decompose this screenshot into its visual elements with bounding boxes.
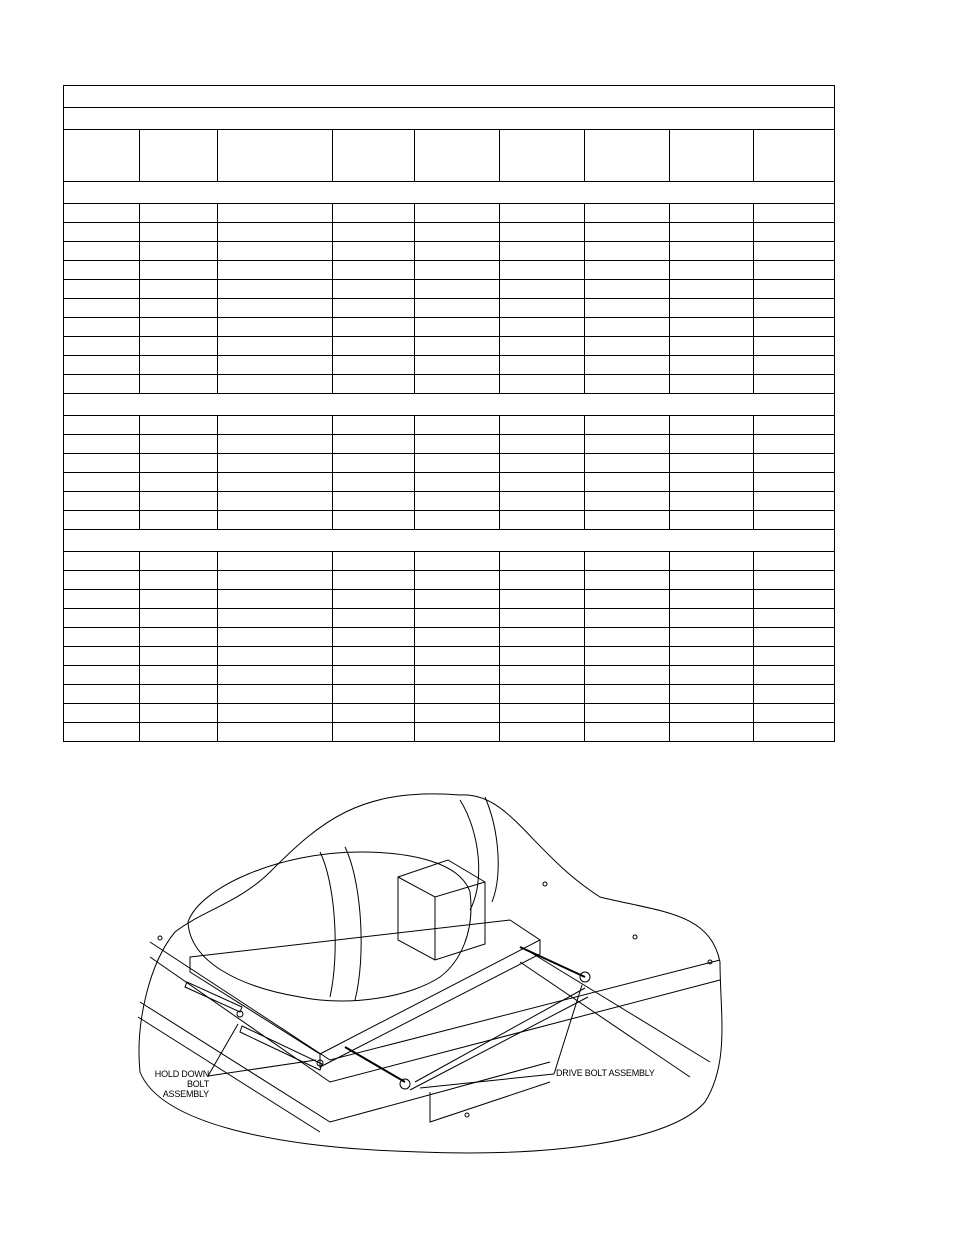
table-cell: [218, 204, 333, 223]
table-cell: [670, 704, 754, 723]
table-cell: [754, 704, 835, 723]
table-cell: [754, 723, 835, 742]
table-cell: [140, 223, 218, 242]
table-row: [64, 435, 835, 454]
table-cell: [585, 552, 670, 571]
table-cell: [333, 590, 415, 609]
table-cell: [670, 356, 754, 375]
table-row: [64, 704, 835, 723]
table-cell: [64, 204, 140, 223]
table-cell: [333, 685, 415, 704]
drive-bolt-callout: DRIVE BOLT ASSEMBLY: [556, 1068, 655, 1078]
table-cell: [670, 242, 754, 261]
table-cell: [218, 337, 333, 356]
motor-box: [398, 860, 485, 960]
column-header: [670, 130, 754, 182]
table-cell: [140, 666, 218, 685]
blower-motor-mount-illustration: [130, 792, 730, 1157]
table-cell: [500, 666, 585, 685]
table-row: [64, 337, 835, 356]
table-cell: [333, 337, 415, 356]
hold-down-bolt-callout: [143, 1069, 209, 1099]
table-cell: [333, 435, 415, 454]
table-cell: [333, 609, 415, 628]
table-cell: [415, 416, 500, 435]
table-cell: [754, 511, 835, 530]
table-cell: [500, 337, 585, 356]
table-cell: [64, 492, 140, 511]
table-cell: [333, 318, 415, 337]
table-cell: [218, 647, 333, 666]
table-cell: [415, 704, 500, 723]
table-cell: [585, 511, 670, 530]
table-cell: [415, 552, 500, 571]
table-cell: [754, 435, 835, 454]
table-cell: [415, 454, 500, 473]
table-cell: [500, 628, 585, 647]
table-cell: [333, 473, 415, 492]
column-header: [218, 130, 333, 182]
section-label: [64, 530, 835, 552]
section-row: [64, 530, 835, 552]
table-cell: [333, 356, 415, 375]
table-cell: [585, 261, 670, 280]
table-cell: [140, 473, 218, 492]
table-row: [64, 280, 835, 299]
table-cell: [500, 416, 585, 435]
table-cell: [140, 628, 218, 647]
table-cell: [670, 647, 754, 666]
table-cell: [500, 511, 585, 530]
table-cell: [333, 628, 415, 647]
column-header: [64, 130, 140, 182]
table-cell: [140, 356, 218, 375]
table-cell: [500, 609, 585, 628]
table-row: [64, 473, 835, 492]
table-cell: [64, 666, 140, 685]
table-cell: [415, 666, 500, 685]
table-cell: [754, 609, 835, 628]
table-cell: [218, 666, 333, 685]
table-cell: [64, 416, 140, 435]
table-cell: [754, 647, 835, 666]
table-cell: [585, 647, 670, 666]
table-cell: [585, 416, 670, 435]
table-cell: [64, 435, 140, 454]
table-row: [64, 261, 835, 280]
table-cell: [333, 204, 415, 223]
table-row: [64, 552, 835, 571]
table-cell: [585, 454, 670, 473]
table-cell: [670, 685, 754, 704]
table-cell: [64, 299, 140, 318]
table-cell: [754, 628, 835, 647]
table-cell: [670, 435, 754, 454]
table-cell: [415, 242, 500, 261]
table-cell: [754, 242, 835, 261]
table-cell: [140, 609, 218, 628]
table-cell: [64, 628, 140, 647]
table-cell: [670, 454, 754, 473]
table-cell: [415, 280, 500, 299]
table-cell: [585, 704, 670, 723]
table-cell: [670, 511, 754, 530]
table-cell: [140, 242, 218, 261]
table-cell: [670, 204, 754, 223]
table-cell: [64, 223, 140, 242]
table-cell: [585, 435, 670, 454]
section-row: [64, 182, 835, 204]
column-header: [415, 130, 500, 182]
table-cell: [585, 242, 670, 261]
table-cell: [500, 454, 585, 473]
table-cell: [670, 590, 754, 609]
table-cell: [754, 666, 835, 685]
table-cell: [64, 647, 140, 666]
table-row: [64, 204, 835, 223]
table-cell: [140, 704, 218, 723]
table-cell: [754, 299, 835, 318]
table-cell: [64, 280, 140, 299]
table-cell: [670, 571, 754, 590]
table-cell: [585, 375, 670, 394]
column-header: [585, 130, 670, 182]
table-cell: [670, 280, 754, 299]
table-cell: [500, 571, 585, 590]
table-cell: [218, 416, 333, 435]
column-header: [140, 130, 218, 182]
table-cell: [500, 223, 585, 242]
table-cell: [500, 261, 585, 280]
table-cell: [64, 511, 140, 530]
table-cell: [670, 552, 754, 571]
table-cell: [333, 454, 415, 473]
table-cell: [64, 571, 140, 590]
table-cell: [140, 204, 218, 223]
table-cell: [218, 375, 333, 394]
table-cell: [64, 318, 140, 337]
table-cell: [670, 223, 754, 242]
table-cell: [333, 666, 415, 685]
table-cell: [218, 299, 333, 318]
table-cell: [754, 318, 835, 337]
table-cell: [415, 356, 500, 375]
table-row: [64, 666, 835, 685]
table-cell: [64, 704, 140, 723]
table-cell: [585, 473, 670, 492]
table-cell: [754, 492, 835, 511]
table-row: [64, 685, 835, 704]
table-cell: [140, 492, 218, 511]
table-cell: [64, 590, 140, 609]
table-cell: [64, 609, 140, 628]
table-cell: [500, 356, 585, 375]
table-cell: [754, 280, 835, 299]
table-cell: [64, 723, 140, 742]
table-cell: [415, 223, 500, 242]
table-title: [64, 86, 835, 108]
column-header: [500, 130, 585, 182]
table-cell: [140, 416, 218, 435]
table-header-row: [64, 130, 835, 182]
table-cell: [333, 552, 415, 571]
table-cell: [333, 223, 415, 242]
table-cell: [585, 299, 670, 318]
table-cell: [64, 337, 140, 356]
table-cell: [140, 318, 218, 337]
table-cell: [218, 628, 333, 647]
table-cell: [140, 454, 218, 473]
table-cell: [585, 204, 670, 223]
table-cell: [500, 318, 585, 337]
table-cell: [500, 242, 585, 261]
table-cell: [415, 337, 500, 356]
table-cell: [500, 204, 585, 223]
table-cell: [754, 261, 835, 280]
table-cell: [140, 723, 218, 742]
table-row: [64, 492, 835, 511]
table-cell: [333, 242, 415, 261]
table-subtitle-row: [64, 108, 835, 130]
table-cell: [670, 666, 754, 685]
table-cell: [585, 356, 670, 375]
table-row: [64, 318, 835, 337]
table-cell: [333, 571, 415, 590]
table-cell: [64, 242, 140, 261]
section-label: [64, 394, 835, 416]
table-cell: [754, 356, 835, 375]
table-cell: [754, 454, 835, 473]
column-header: [754, 130, 835, 182]
table-cell: [670, 261, 754, 280]
section-label: [64, 182, 835, 204]
table-cell: [585, 723, 670, 742]
table-cell: [500, 492, 585, 511]
specification-table: [63, 85, 835, 742]
table-cell: [333, 647, 415, 666]
table-cell: [754, 223, 835, 242]
table-cell: [64, 261, 140, 280]
table-cell: [218, 473, 333, 492]
table-cell: [415, 571, 500, 590]
table-cell: [500, 723, 585, 742]
section-row: [64, 394, 835, 416]
table-row: [64, 571, 835, 590]
table-row: [64, 375, 835, 394]
table-cell: [218, 318, 333, 337]
table-cell: [500, 590, 585, 609]
table-cell: [218, 590, 333, 609]
table-row: [64, 299, 835, 318]
table-cell: [140, 337, 218, 356]
table-cell: [754, 473, 835, 492]
table-cell: [218, 280, 333, 299]
table-cell: [333, 280, 415, 299]
table-cell: [500, 299, 585, 318]
table-cell: [500, 473, 585, 492]
table-cell: [670, 375, 754, 394]
table-cell: [64, 552, 140, 571]
table-cell: [140, 571, 218, 590]
table-cell: [333, 299, 415, 318]
table-cell: [670, 609, 754, 628]
table-cell: [415, 647, 500, 666]
table-cell: [585, 318, 670, 337]
table-cell: [670, 299, 754, 318]
table-cell: [415, 299, 500, 318]
table-cell: [218, 454, 333, 473]
table-cell: [140, 647, 218, 666]
table-cell: [140, 299, 218, 318]
table-cell: [415, 261, 500, 280]
table-cell: [754, 375, 835, 394]
table-cell: [140, 590, 218, 609]
table-cell: [415, 723, 500, 742]
table-cell: [218, 223, 333, 242]
table-cell: [218, 242, 333, 261]
table-cell: [415, 375, 500, 394]
table-cell: [218, 552, 333, 571]
table-cell: [333, 511, 415, 530]
table-cell: [64, 685, 140, 704]
hold-down-callout-line1: HOLD DOWN: [154, 1069, 209, 1079]
table-cell: [500, 685, 585, 704]
table-cell: [585, 628, 670, 647]
table-cell: [670, 416, 754, 435]
table-cell: [670, 473, 754, 492]
table-cell: [585, 223, 670, 242]
table-cell: [500, 435, 585, 454]
table-cell: [333, 416, 415, 435]
table-row: [64, 723, 835, 742]
table-cell: [140, 685, 218, 704]
table-cell: [140, 552, 218, 571]
table-cell: [218, 511, 333, 530]
table-cell: [415, 685, 500, 704]
table-cell: [585, 685, 670, 704]
table-cell: [64, 356, 140, 375]
table-row: [64, 609, 835, 628]
table-cell: [415, 473, 500, 492]
table-cell: [500, 647, 585, 666]
table-title-row: [64, 86, 835, 108]
table-cell: [415, 492, 500, 511]
table-cell: [585, 590, 670, 609]
table-row: [64, 416, 835, 435]
table-row: [64, 511, 835, 530]
table-row: [64, 590, 835, 609]
table-row: [64, 454, 835, 473]
table-cell: [140, 375, 218, 394]
table-cell: [415, 435, 500, 454]
table-cell: [585, 571, 670, 590]
table-cell: [218, 356, 333, 375]
table-cell: [64, 473, 140, 492]
table-cell: [500, 552, 585, 571]
table-cell: [218, 704, 333, 723]
table-cell: [415, 204, 500, 223]
table-cell: [670, 628, 754, 647]
table-row: [64, 647, 835, 666]
table-cell: [500, 375, 585, 394]
table-cell: [670, 723, 754, 742]
table-cell: [218, 685, 333, 704]
table-row: [64, 356, 835, 375]
table-cell: [218, 609, 333, 628]
table-cell: [218, 571, 333, 590]
table-cell: [140, 280, 218, 299]
table-cell: [333, 723, 415, 742]
table-cell: [140, 435, 218, 454]
table-cell: [670, 337, 754, 356]
table-cell: [415, 590, 500, 609]
table-row: [64, 628, 835, 647]
table-cell: [754, 337, 835, 356]
table-cell: [500, 704, 585, 723]
table-cell: [333, 375, 415, 394]
table-cell: [333, 261, 415, 280]
column-header: [333, 130, 415, 182]
table-cell: [218, 435, 333, 454]
table-cell: [64, 375, 140, 394]
table-cell: [415, 511, 500, 530]
table-cell: [754, 204, 835, 223]
table-cell: [140, 261, 218, 280]
table-cell: [585, 609, 670, 628]
table-cell: [670, 492, 754, 511]
table-cell: [585, 492, 670, 511]
table-cell: [218, 723, 333, 742]
table-cell: [670, 318, 754, 337]
table-row: [64, 242, 835, 261]
table-cell: [218, 261, 333, 280]
table-row: [64, 223, 835, 242]
table-cell: [500, 280, 585, 299]
hold-down-callout-line2: BOLT ASSEMBLY: [162, 1079, 209, 1099]
table-cell: [415, 318, 500, 337]
table-cell: [585, 337, 670, 356]
table-cell: [333, 704, 415, 723]
table-cell: [754, 571, 835, 590]
table-cell: [754, 416, 835, 435]
table-cell: [754, 552, 835, 571]
table-cell: [754, 590, 835, 609]
table-cell: [218, 492, 333, 511]
table-cell: [415, 628, 500, 647]
table-cell: [754, 685, 835, 704]
table-cell: [585, 280, 670, 299]
table-cell: [415, 609, 500, 628]
table-cell: [585, 666, 670, 685]
table-cell: [64, 454, 140, 473]
table-subtitle: [64, 108, 835, 130]
table-cell: [140, 511, 218, 530]
table-cell: [333, 492, 415, 511]
